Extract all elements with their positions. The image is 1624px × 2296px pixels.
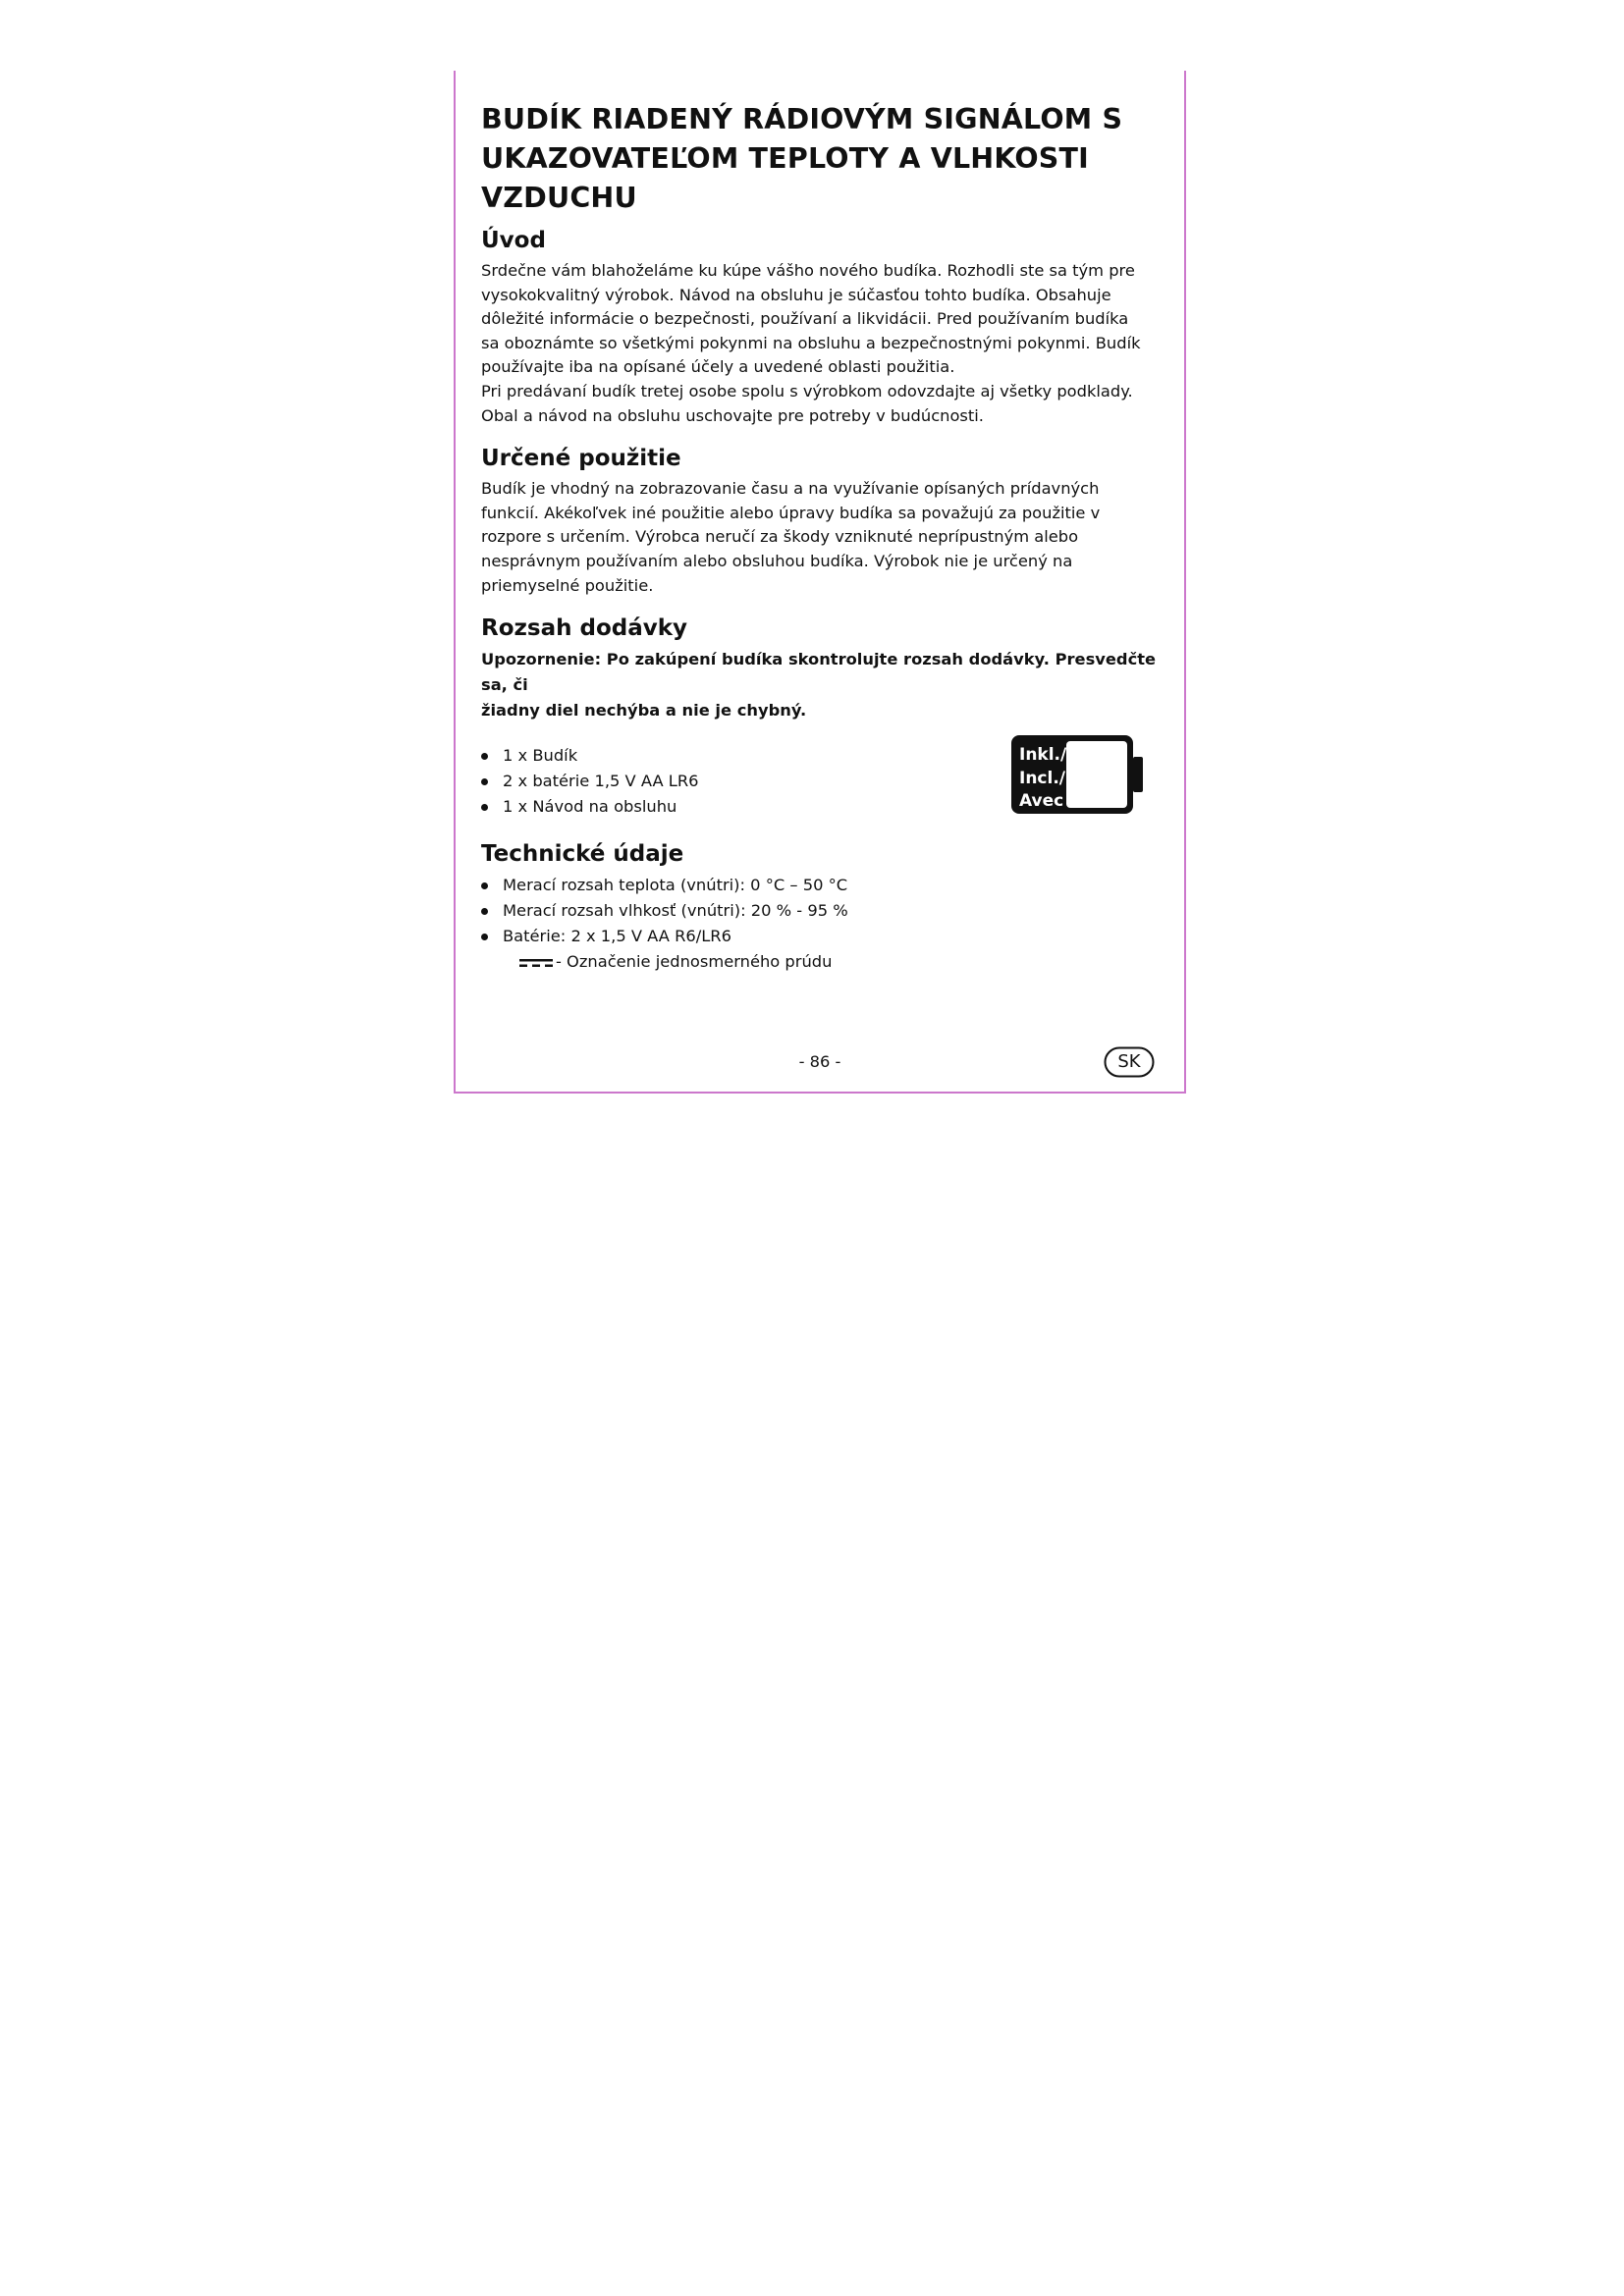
list-item: Merací rozsah teplota (vnútri): 0 °C – 50 °C xyxy=(481,873,1159,898)
text-line: Obal a návod na obsluhu uschovajte pre potreby v budúcnosti. xyxy=(481,405,984,425)
title-line: UKAZOVATEĽOM TEPLOTY A VLHKOSTI xyxy=(481,142,1089,175)
technical-heading: Technické údaje xyxy=(481,841,684,868)
document-title xyxy=(481,100,1159,218)
battery-terminal xyxy=(1133,757,1143,792)
text-line: rozpore s určením. Výrobca neručí za škody vzniknuté neprípustným alebo xyxy=(481,527,1079,547)
list-item: 1 x Návod na obsluhu xyxy=(481,794,1159,820)
intro-text xyxy=(481,259,1159,428)
text-line: dôležité informácie o bezpečnosti, používaní a likvidácii. Pred používaním budíka xyxy=(481,309,1129,329)
dc-dash xyxy=(519,964,527,967)
battery-badge-text: Incl./ xyxy=(1019,769,1065,789)
intended-use-section xyxy=(481,444,1159,598)
text-line: Pri predávaní budík tretej osobe spolu s výrobkom odovzdajte aj všetky podklady. xyxy=(481,381,1133,400)
text-line: Budík je vhodný na zobrazovanie času a na využívanie opísaných prídavných xyxy=(481,479,1100,499)
page-content xyxy=(481,100,1159,990)
delivery-section xyxy=(481,614,1159,829)
technical-list xyxy=(481,873,1159,949)
list-item: 1 x Budík xyxy=(481,743,1159,769)
dc-note-text: - Označenie jednosmerného prúdu xyxy=(556,952,833,972)
list-item: Batérie: 2 x 1,5 V AA R6/LR6 xyxy=(481,924,1159,949)
delivery-note xyxy=(481,647,1159,723)
text-line: sa oboznámte so všetkými pokynmi na obsluhu a bezpečnostnými pokynmi. Budík xyxy=(481,333,1141,352)
text-line: funkcií. Akékoľvek iné použitie alebo úpravy budíka sa považujú za použitie v xyxy=(481,503,1101,522)
note-text: Po zakúpení budíka skontrolujte rozsah dodávky. Presvedčte sa, či xyxy=(481,650,1157,695)
dc-solid-line xyxy=(519,959,553,962)
battery-badge-text: Inkl./ xyxy=(1019,745,1067,766)
text-line: vysokokvalitný výrobok. Návod na obsluhu je súčasťou tohto budíka. Obsahuje xyxy=(481,285,1111,304)
intended-use-heading: Určené použitie xyxy=(481,446,681,472)
page-number: - 86 - xyxy=(798,1052,841,1071)
dc-dash xyxy=(532,964,540,967)
note-label: Upozornenie: xyxy=(481,650,602,669)
title-line: BUDÍK RIADENÝ RÁDIOVÝM SIGNÁLOM S xyxy=(481,103,1123,135)
delivery-row xyxy=(481,743,1159,829)
text-line: nesprávnym používaním alebo obsluhou budíka. Výrobok nie je určený na xyxy=(481,551,1073,570)
text-line: Srdečne vám blahoželáme ku kúpe vášho nového budíka. Rozhodli ste sa tým pre xyxy=(481,261,1135,280)
intro-heading: Úvod xyxy=(481,228,546,253)
battery-window xyxy=(1066,741,1127,808)
intended-use-text xyxy=(481,477,1159,598)
delivery-heading: Rozsah dodávky xyxy=(481,615,688,642)
direct-current-icon xyxy=(518,958,554,968)
battery-badge-text: Avec xyxy=(1019,791,1064,812)
language-code: SK xyxy=(1117,1051,1141,1072)
intro-section xyxy=(481,226,1159,428)
text-line: používajte iba na opísané účely a uvedené oblasti použitia. xyxy=(481,357,955,377)
title-line: VZDUCHU xyxy=(481,182,637,214)
list-item: Merací rozsah vlhkosť (vnútri): 20 % - 95 % xyxy=(481,898,1159,924)
technical-section xyxy=(481,839,1159,975)
dc-note xyxy=(481,949,1159,975)
note-text: žiadny diel nechýba a nie je chybný. xyxy=(481,701,807,721)
text-line: priemyselné použitie. xyxy=(481,575,654,595)
list-item: 2 x batérie 1,5 V AA LR6 xyxy=(481,769,1159,794)
battery-included-icon xyxy=(1009,733,1145,816)
dc-dash xyxy=(545,964,553,967)
